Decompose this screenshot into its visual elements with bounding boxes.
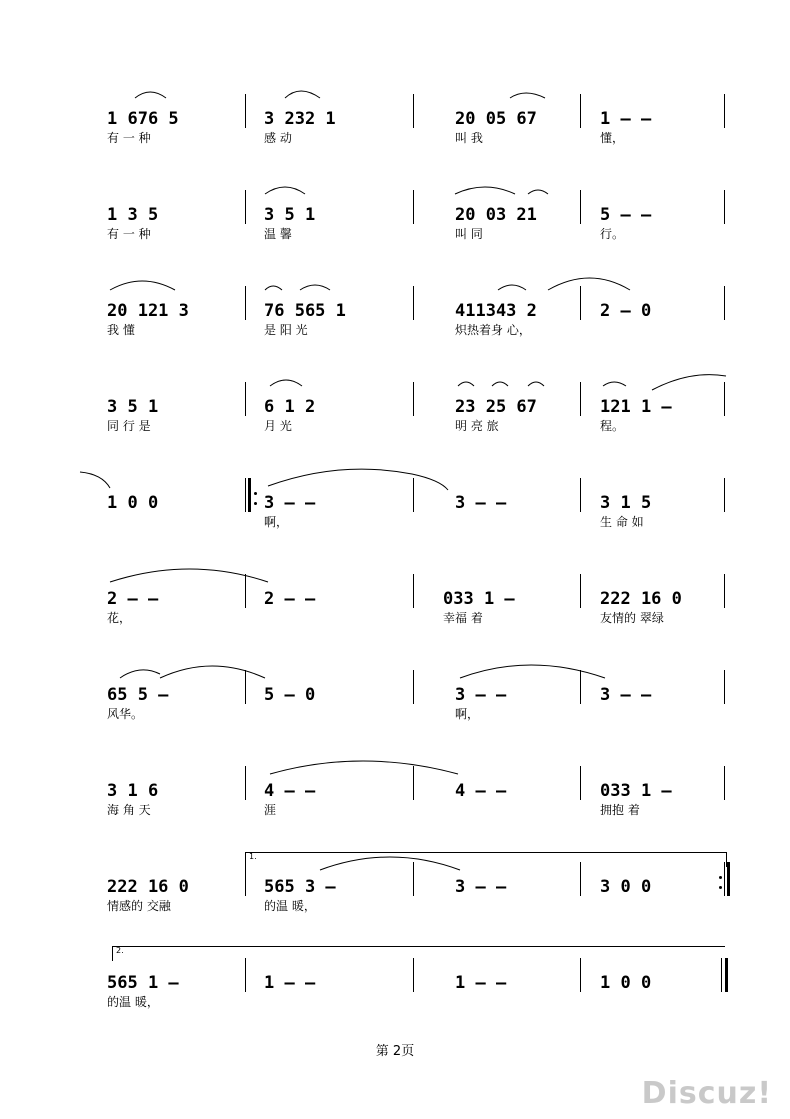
measure-2: 5 – 0 — [264, 685, 316, 705]
lyric: 海 角 天 — [107, 803, 151, 817]
volta-1-label: 1. — [249, 852, 257, 861]
lyric: 啊， — [455, 707, 480, 721]
system-6 — [0, 568, 790, 640]
barline — [580, 574, 581, 608]
measure-3: 3 – – — [455, 685, 507, 705]
measure-2: 2 – – — [264, 589, 316, 609]
measure-1: 2 – – — [107, 589, 159, 609]
measure-2: 565 3 – — [264, 877, 336, 897]
lyric: 有 一 种 — [107, 131, 151, 145]
barline — [413, 574, 414, 608]
measure-2: 1 – – — [264, 973, 316, 993]
barline — [245, 286, 246, 320]
lyric: 啊， — [264, 515, 289, 529]
barline — [724, 670, 725, 704]
measure-3: 3 – – — [455, 493, 507, 513]
lyric: 明 亮 旅 — [455, 419, 499, 433]
system-7 — [0, 664, 790, 736]
barline — [245, 94, 246, 128]
lyric: 有 一 种 — [107, 227, 151, 241]
measure-3: 411343 2 — [455, 301, 537, 321]
barline — [413, 958, 414, 992]
barline — [413, 190, 414, 224]
lyric: 叫 我 — [455, 131, 483, 145]
barline — [413, 94, 414, 128]
barline — [245, 862, 246, 896]
measure-3: 4 – – — [455, 781, 507, 801]
lyric: 幸福 着 — [443, 611, 483, 625]
lyric: 拥抱 着 — [600, 803, 640, 817]
barline — [724, 190, 725, 224]
measure-1: 1 676 5 — [107, 109, 179, 129]
barline — [580, 958, 581, 992]
measure-4: 3 – – — [600, 685, 652, 705]
measure-1: 1 3 5 — [107, 205, 159, 225]
lyric: 的温 暖， — [264, 899, 316, 913]
barline — [724, 382, 725, 416]
barline — [413, 766, 414, 800]
final-barline — [725, 958, 728, 992]
barline — [413, 382, 414, 416]
lyric: 的温 暖， — [107, 995, 159, 1009]
barline — [245, 670, 246, 704]
page-number: 第 2页 — [375, 1044, 415, 1059]
barline — [580, 94, 581, 128]
measure-2: 76 565 1 — [264, 301, 346, 321]
system-9 — [0, 856, 790, 928]
lyric: 叫 同 — [455, 227, 483, 241]
barline — [413, 286, 414, 320]
measure-3: 033 1 – — [443, 589, 515, 609]
repeat-start-barline — [248, 478, 251, 512]
barline — [245, 574, 246, 608]
lyric: 感 动 — [264, 131, 292, 145]
measure-1: 65 5 – — [107, 685, 169, 705]
barline — [724, 94, 725, 128]
barline — [580, 766, 581, 800]
lyric: 我 懂 — [107, 323, 135, 337]
system-1 — [0, 88, 790, 160]
lyric: 温 馨 — [264, 227, 292, 241]
measure-3: 20 03 21 — [455, 205, 537, 225]
measure-4: 033 1 – — [600, 781, 672, 801]
measure-3: 1 – – — [455, 973, 507, 993]
measure-2: 3 232 1 — [264, 109, 336, 129]
barline — [724, 286, 725, 320]
lyric: 懂， — [600, 131, 625, 145]
measure-2: 3 – – — [264, 493, 316, 513]
measure-4: 1 0 0 — [600, 973, 652, 993]
measure-3: 20 05 67 — [455, 109, 537, 129]
barline — [413, 478, 414, 512]
system-2 — [0, 184, 790, 256]
barline — [245, 382, 246, 416]
lyric: 花， — [107, 611, 132, 625]
barline — [580, 190, 581, 224]
measure-4: 1 – – — [600, 109, 652, 129]
lyric: 炽热着身 心， — [455, 323, 531, 337]
barline — [580, 862, 581, 896]
watermark-logo: Discuz! — [641, 1076, 772, 1111]
system-8 — [0, 760, 790, 832]
measure-1: 3 1 6 — [107, 781, 159, 801]
measure-4: 3 0 0 — [600, 877, 652, 897]
repeat-dots — [254, 488, 258, 512]
lyric: 涯 — [264, 803, 277, 817]
repeat-end-barline — [727, 862, 730, 896]
barline — [413, 670, 414, 704]
measure-2: 6 1 2 — [264, 397, 316, 417]
measure-1: 20 121 3 — [107, 301, 189, 321]
lyric: 月 光 — [264, 419, 292, 433]
barline — [245, 766, 246, 800]
system-10 — [0, 952, 790, 1024]
barline — [245, 478, 246, 512]
measure-3: 23 25 67 — [455, 397, 537, 417]
repeat-dots — [719, 872, 723, 896]
measure-3: 3 – – — [455, 877, 507, 897]
lyric: 风华。 — [107, 707, 144, 721]
measure-4: 121 1 – — [600, 397, 672, 417]
barline — [580, 478, 581, 512]
lyric: 情感的 交融 — [107, 899, 171, 913]
lyric: 程。 — [600, 419, 625, 433]
lyric: 同 行 是 — [107, 419, 151, 433]
barline — [724, 862, 725, 896]
measure-4: 222 16 0 — [600, 589, 682, 609]
barline — [580, 382, 581, 416]
lyric: 是 阳 光 — [264, 323, 308, 337]
barline — [724, 766, 725, 800]
volta-2-label: 2. — [116, 946, 124, 955]
barline — [724, 574, 725, 608]
lyric: 友情的 翠绿 — [600, 611, 664, 625]
barline — [413, 862, 414, 896]
measure-1: 222 16 0 — [107, 877, 189, 897]
lyric: 生 命 如 — [600, 515, 644, 529]
barline — [245, 958, 246, 992]
barline — [580, 286, 581, 320]
measure-2: 4 – – — [264, 781, 316, 801]
measure-1: 1 0 0 — [107, 493, 159, 513]
barline — [724, 478, 725, 512]
measure-1: 3 5 1 — [107, 397, 159, 417]
measure-4: 3 1 5 — [600, 493, 652, 513]
measure-2: 3 5 1 — [264, 205, 316, 225]
barline — [245, 190, 246, 224]
barline — [580, 670, 581, 704]
measure-1: 565 1 – — [107, 973, 179, 993]
system-3 — [0, 280, 790, 352]
measure-4: 5 – – — [600, 205, 652, 225]
system-5 — [0, 472, 790, 544]
barline — [721, 958, 722, 992]
system-4 — [0, 376, 790, 448]
measure-4: 2 – 0 — [600, 301, 652, 321]
lyric: 行。 — [600, 227, 625, 241]
